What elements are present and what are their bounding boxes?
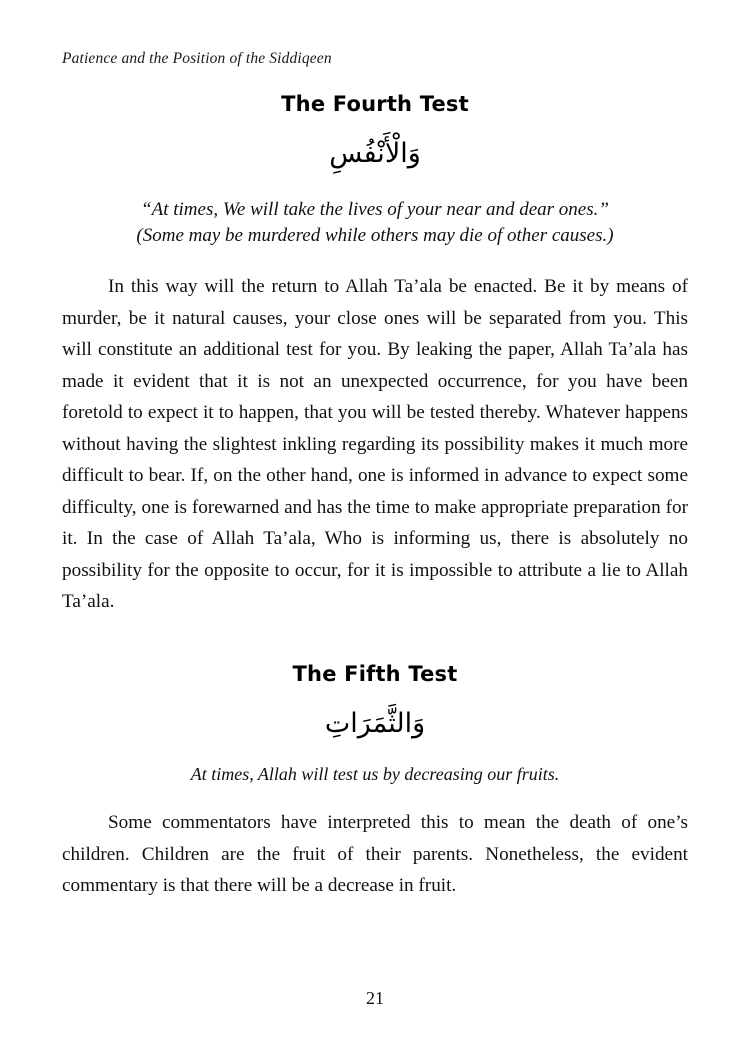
arabic-verse-fifth-test: وَالثَّمَرَاتِ — [324, 707, 426, 739]
section-heading-fifth-test: The Fifth Test — [292, 661, 458, 686]
page-content — [62, 92, 688, 902]
section-heading-fourth-test: The Fourth Test — [281, 92, 469, 116]
spacer — [62, 618, 688, 662]
translation-block-fourth-test — [62, 197, 688, 249]
translation-line-2: (Some may be murdered while others may die of other causes.) — [136, 224, 614, 246]
body-paragraph-fourth-test: In this way will the return to Allah Ta’ala be enacted. Be it by means of murder, be it natural causes, your close ones will be separated from you. This will constitute an additional test for you. By leaking the paper, Allah Ta’ala has made it evident that it is not an unexpected occurrence, for you have been foretold to expect it to happen, that you will be tested thereby. Whatever happens without having the slightest inkling regarding its possibility makes it much more difficult to bear. If, on the other hand, one is informed in advance to expect some difficulty, one is forewarned and has the time to make appropriate preparation for it. In the case of Allah Ta’ala, Who is informing us, there is absolutely no possibility for the opposite to occur, for it is impossible to attribute a lie to Allah Ta’ala. — [62, 276, 688, 613]
body-paragraph-fifth-test: Some commentators have interpreted this to mean the death of one’s children. Children are the fruit of their parents. Nonetheless, the evident commentary is that there will be a decrease in fruit. — [62, 812, 688, 897]
spacer — [62, 787, 688, 807]
translation-fifth-test: At times, Allah will test us by decreasing our fruits. — [190, 764, 560, 785]
spacer — [62, 175, 688, 197]
spacer — [62, 116, 688, 134]
spacer — [62, 249, 688, 271]
spacer — [62, 744, 688, 762]
running-header: Patience and the Position of the Siddiqeen — [62, 50, 332, 67]
translation-line-1: “At times, We will take the lives of your near and dear ones.” — [141, 198, 609, 220]
arabic-verse-fourth-test: وَالْأَنْفُسِ — [329, 138, 421, 170]
spacer — [62, 686, 688, 704]
page-number: 21 — [366, 988, 384, 1008]
